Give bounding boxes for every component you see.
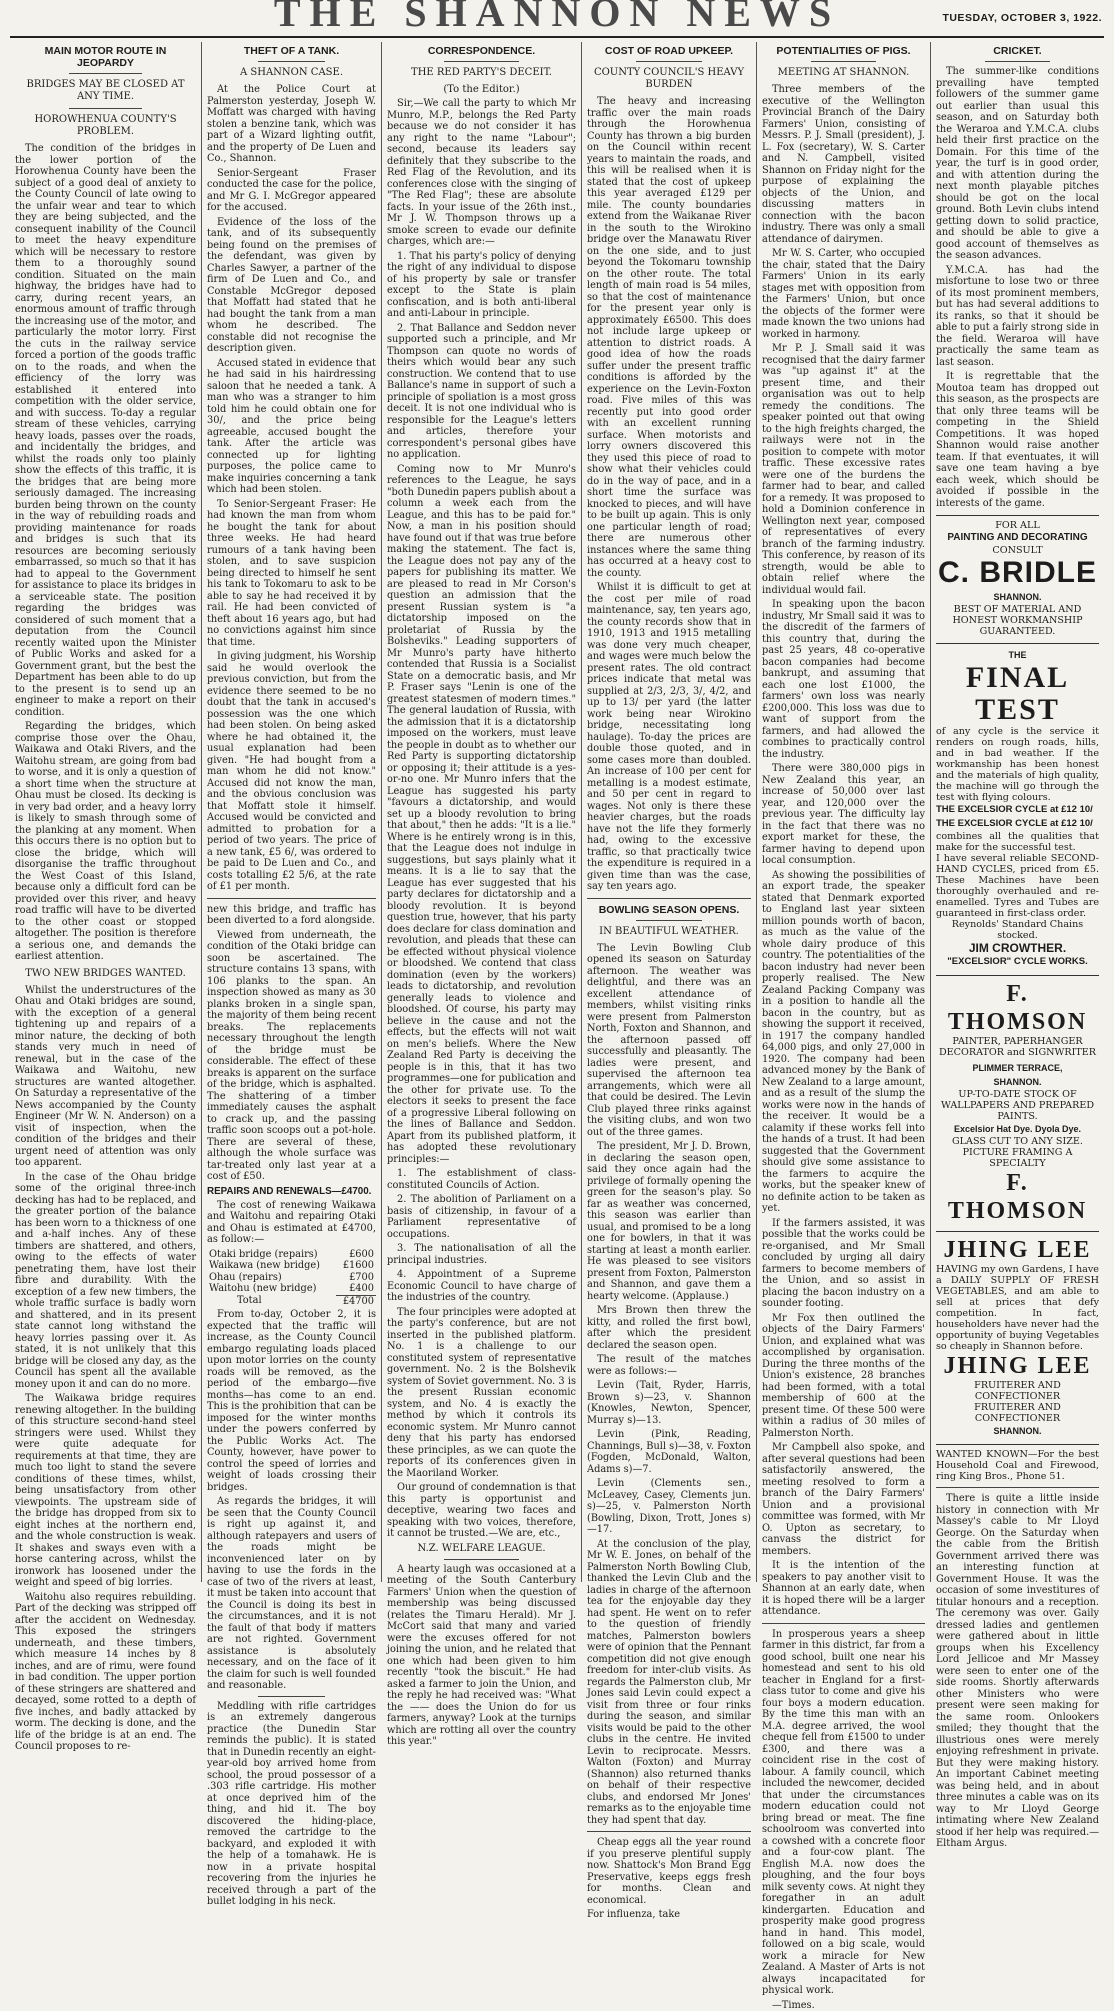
- table-row: [207, 1249, 376, 1261]
- advert-line: FRUITERER AND CONFECTIONER: [936, 1380, 1099, 1402]
- advert-headline: FINAL TEST: [936, 662, 1099, 726]
- paragraph: There were 380,000 pigs in New Zealand this year, an increase of 50,000 over last year, and 120,000 over the previous year. The difficulty lay in the fact that there was no export market for these, the farmer having to depend upon local consumption.: [762, 763, 925, 867]
- article-heading: BOWLING SEASON OPENS.: [587, 904, 751, 916]
- paragraph: Mrs Brown then threw the kitty, and rolled the first bowl, after which the president declared the season open.: [587, 1305, 751, 1351]
- columns: [10, 42, 1104, 1582]
- paragraph: At the conclusion of the play, Mr W. E. Jones, on behalf of the Palmerston North Bowling Club, thanked the Levin Club and the ladies in charge of the afternoon tea for the enjoyable day they had spent. He went on to refer to the question of friendly matches, Palmerston bowlers were of opinion that the Pennant competition did not give enough freedom for inter-club visits. As regards the Palmerston club, Mr Jones said Levin could expect a visit from three or four rinks during the season, and similar visits would be paid to the other clubs in the centre. He invited Levin to reciprocate. Messrs. Walton (Foxton) and Murray (Shannon) also returned thanks on behalf of their respective clubs, and endorsed Mr Jones' remarks as to the enjoyable time they had spent that day.: [587, 1539, 751, 1827]
- advertiser-name: JIM CROWTHER.: [936, 941, 1099, 955]
- paragraph: In speaking upon the bacon industry, Mr Small said it was to the discredit of the farmers of this country that, during the past 25 years, 48 co-operative bacon companies had become bankrupt, and assuming that each one lost £1000, the farmers' own loss was nearly £200,000. This loss was due to want of support from the farmers, and had allowed the combines to practically control the industry.: [762, 599, 925, 760]
- advert-line: THE: [936, 648, 1099, 662]
- paragraph: In the case of the Ohau bridge some of the original three-inch decking has had to be replaced, and the greater portion of the balance has been worn to a thickness of one and a-half inches. Any of these timbers are shattered, and others, owing to the effects of water penetrating them, have lost their fibre and durability. With the exception of a few new timbers, the whole traffic surface is badly worn and shattered, and in its present state cannot long withstand the heavy lorries passing over it. As stated, it is not unlikely that this bridge will be closed any day, as the Council has spent all the available money upon it and can do no more.: [15, 1172, 196, 1391]
- advert-line: GLASS CUT TO ANY SIZE.: [936, 1136, 1099, 1147]
- editor-line: (To the Editor.): [387, 84, 576, 96]
- advert-line: SHANNON.: [936, 1075, 1099, 1089]
- paragraph: Evidence of the loss of the tank, and of its subsequently being found on the premises of the defendant, was given by Charles Sawyer, a partner of the firm of De Luen and Co., and Constable McGregor deposed that Moffatt had stated that he had bought the tank from a man whom he described. The constable did not recognise the description given.: [207, 217, 376, 355]
- column-5: [757, 42, 931, 1582]
- article-subheading: COUNTY COUNCIL'S HEAVY BURDEN: [587, 67, 751, 91]
- table-row: [207, 1260, 376, 1272]
- article-heading: COST OF ROAD UPKEEP.: [587, 45, 751, 57]
- list-item: 2. The abolition of Parliament on a basis of citizenship, in favour of a Parliament representative of occupations.: [387, 1194, 576, 1240]
- paragraph: Meddling with rifle cartridges is an extremely dangerous practice (the Dunedin Star reminds the public). It is stated that in Dunedin recently an eight-year-old boy arrived home from school, the proud possessor of a .303 rifle cartridge. His mother at once deprived him of the thing, and hid it. The boy discovered the hiding-place, removed the cartridge to the backyard, and exploded it with the help of a tomahawk. He is now in a private hospital recovering from the injuries he received through a part of the bullet lodging in his neck.: [207, 1701, 376, 1908]
- article-subheading: A SHANNON CASE.: [207, 67, 376, 79]
- table-cell: £600: [336, 1249, 376, 1261]
- article-heading: THEFT OF A TANK.: [207, 45, 376, 57]
- divider: [985, 61, 1050, 62]
- table-cell: Ohau (repairs): [207, 1272, 336, 1284]
- article-heading: MAIN MOTOR ROUTE IN JEOPARDY: [15, 45, 196, 69]
- advert-line: SHANNON.: [936, 590, 1099, 604]
- paragraph: The Levin Bowling Club opened its season on Saturday afternoon. The weather was delightful, and there was an excellent attendance of members, whilst visiting rinks were present from Palmerston North, Foxton and Shannon, and the afternoon passed off successfully and pleasantly. The ladies were present, and supervised the afternoon tea arrangements, which were all that could be desired. The Levin Club played three rinks against the visiting clubs, and won two out of the three games.: [587, 943, 751, 1139]
- table-cell: £4700: [336, 1295, 376, 1307]
- newspaper-page: [10, 6, 1104, 1588]
- letter-signature: N.Z. WELFARE LEAGUE.: [387, 1543, 576, 1555]
- paragraph: Viewed from underneath, the condition of the Otaki bridge can soon be ascertained. The structure contains 13 spans, with 106 planks to the span. An inspection showed as many as 30 planks broken in a single span, the majority of them being recent breaks. The replacements necessary throughout the length of the bridge must be considerable. The effect of these breaks is apparent on the surface of the bridge, which is asphalted. The shattering of a timber immediately causes the asphalt to crack up, and the passing traffic soon scoops out a pot-hole. There are several of these, although the whole surface was tar-treated only last year at a cost of £50.: [207, 930, 376, 1183]
- advertiser-name: C. BRIDLE: [936, 556, 1099, 590]
- divider: [587, 898, 751, 899]
- paragraph: To Senior-Sergeant Fraser: He had known the man from whom he bought the tank for about three weeks. He had heard rumours of a tank having been stolen, and to save suspicion being directed to himself he sent his tank to Tokomaru to ask to be able to say he had received it by rail. He had been convicted of theft about 16 years ago, but had no convictions against him since that time.: [207, 499, 376, 649]
- advert-bridle: [936, 515, 1099, 637]
- article-subheading: MEETING AT SHANNON.: [762, 67, 925, 79]
- paragraph: The condition of the bridges in the lower portion of the Horowhenua County have been the subject of a good deal of anxiety to the County Council of late owing to the unfair wear and tear to which they are being subjected, and the consequent inability of the Council to meet the heavy expenditure which will be necessary to restore them to a thoroughly sound condition. Situated on the main highway, the bridges have had to carry, during recent years, an enormous amount of traffic through the increasing use of the motor, and particularly the motor lorry. First the cuts in the railway service forced a portion of the goods traffic on to the roads, and when the efficiency of the lorry was established it entered into competition with the older service, and with success. To-day a regular stream of these vehicles, carrying heavy loads, passes over the roads, and incidentally the bridges, and whilst the roads only too plainly show the effects of this traffic, it is the bridges that are being more seriously damaged. The increasing burden being thrown on the county in the way of rebuilding roads and providing maintenance for roads and bridges is such that its resources are becoming seriously embarrassed, so much so that it has had to appeal to the Government for assistance to place its bridges in a serviceable state. The position regarding the bridges was considered of such moment that a deputation from the Council recently waited upon the Minister of Public Works and asked for a Government grant, but the best the Department has been able to do up to the present is to send up an engineer to make a report on their condition.: [15, 143, 196, 718]
- article-subheading: HOROWHENUA COUNTY'S PROBLEM.: [15, 114, 196, 138]
- advertiser-name: F. THOMSON: [936, 1169, 1099, 1225]
- divider: [69, 73, 141, 74]
- advert-line: "EXCELSIOR" CYCLE WORKS.: [936, 955, 1099, 969]
- list-item: 4. Appointment of a Supreme Economic Council to have charge of the industries of the country.: [387, 1269, 576, 1304]
- paragraph: The cost of renewing Waikawa and Waitohu and repairing Otaki and Ohau is estimated at £4700, as follow:—: [207, 1200, 376, 1246]
- column-4: [582, 42, 757, 1582]
- advert-line: PAINTING AND DECORATING: [936, 531, 1099, 545]
- paragraph: Waitohu also requires rebuilding. Part of the decking was stripped off after the accident on Wednesday. This exposed the stringers underneath, and these timbers, which measure 14 inches by 8 inches, and are of rimu, were found in bad condition. The upper portion of these stringers are shattered and decayed, some rotted to a depth of five inches, and badly attacked by worm. The decking is done, and the life of the bridge is at an end. The Council proposes to re-: [15, 1592, 196, 1753]
- divider: [636, 920, 702, 921]
- issue-date: TUESDAY, OCTOBER 3, 1922.: [942, 12, 1102, 24]
- divider: [207, 898, 376, 899]
- advert-line: THE EXCELSIOR CYCLE at £12 10/: [936, 817, 1099, 831]
- section-heading: REPAIRS AND RENEWALS—£4700.: [207, 1186, 376, 1198]
- match-result: Levin (Pink, Reading, Channings, Bull s)—38, v. Foxton (Fogden, McDonald, Walton, Adams s)—7.: [587, 1429, 751, 1475]
- advert-line: UP-TO-DATE STOCK OF WALLPAPERS AND PREPARED PAINTS.: [936, 1089, 1099, 1122]
- advert-final-test: [936, 643, 1099, 969]
- paragraph: new this bridge, and traffic has been diverted to a ford alongside.: [207, 904, 376, 927]
- paragraph: Whilst it is difficult to get at the cost per mile of road maintenance, say, ten years ago, the county records show that in 1910, 1913 and 1915 metalling was done very much cheaper, and wages were much below the present rates. The old contract prices indicate that metal was supplied at 2/3, 2/3, 3/, 4/2, and up to 13/ per yard (the latter work being near Wirokino bridge, necessitating long haulage). To-day the prices are double those quoted, and in some cases more than doubled. An increase of 100 per cent for metalling is a modest estimate, and 50 per cent in regard to wages. Not only is there these heavier charges, but the roads have not the life they formerly had, owing to the excessive traffic, so that practically twice the expenditure is required in a given time than was the case, say ten years ago.: [587, 582, 751, 893]
- paragraph: Sir,—We call the party to which Mr Munro, M.P., belongs the Red Party because we do not consider it has any right to the name "Labour"; second, because its leaders say definitely that they subscribe to the Red Flag of the Revolution, and its conferences close with the singing of "The Red Flag"; these are absolute facts. In your issue of the 26th inst., Mr J. W. Thompson throws up a smoke screen to evade our definite charges, which are:—: [387, 98, 576, 248]
- divider: [258, 61, 326, 62]
- advert-line: Excelsior Hat Dye. Dyola Dye.: [936, 1122, 1099, 1136]
- table-row: [207, 1272, 376, 1284]
- advert-text: combines all the qualities that make for the successful test.: [936, 831, 1099, 853]
- match-result: Levin (Tait, Ryder, Harris, Brown s)—23, v. Shannon (Knowles, Newton, Spencer, Murray s)—13.: [587, 1380, 751, 1426]
- divider: [258, 1696, 326, 1697]
- divider: [69, 108, 141, 109]
- advertiser-name: JHING LEE: [936, 1236, 1099, 1264]
- advert-text: For influenza, take: [587, 1909, 751, 1921]
- column-6: [931, 42, 1104, 1582]
- advertiser-name: JHING LEE: [936, 1352, 1099, 1380]
- table-cell: Waikawa (new bridge): [207, 1260, 336, 1272]
- paragraph: From to-day, October 2, it is expected that the traffic will increase, as the County Council embargo regulating loads placed upon motor lorries on the county roads will be removed, as the period of the embargo—five months—has come to an end. This is the prohibition that can be imposed for the winter months under the powers conferred by the Public Works Act. The County, however, have power to control the speed of lorries and weight of loads crossing their bridges.: [207, 1309, 376, 1493]
- advert-line: FOR ALL: [936, 520, 1099, 531]
- paragraph: Our ground of condemnation is that this party is opportunist and deceptive, wearing two faces and speaking with two voices, therefore, it cannot be trusted.—We are, etc.,: [387, 1482, 576, 1540]
- table-row: [207, 1283, 376, 1295]
- paragraph: As showing the possibilities of an export trade, the speaker stated that Denmark exported to England last year sixteen million pounds worth of bacon, as much as the value of the whole dairy produce of this country. The potentialities of the bacon industry had never been properly realised. The New Zealand Packing Company was in a position to handle all the bacon in the country, but as showing the support it received, in 1917 the company handled 64,000 pigs, and only 27,000 in 1920. The company had been advanced money by the Bank of New Zealand to a large amount, and as a result of the slump the works were now in the hands of the receiver. It would be a calamity if these works fell into the hands of a trust. It had been suggested that the Government should give some assistance to the farmers to acquire the works, but the speaker knew of no definite action to be taken as yet.: [762, 870, 925, 1215]
- paragraph: 1. That his party's policy of denying the right of any individual to dispose of his property by sale or transfer except to the State is plain confiscation, and is both anti-liberal and anti-Labour in principle.: [387, 251, 576, 320]
- advert-text: HAVING my own Gardens, I have a DAILY SUPPLY OF FRESH VEGETABLES, and am able to sell at prices that defy competition. In fact, householders have never had the opportunity of buying Vegetables so cheaply in Shannon before.: [936, 1264, 1099, 1352]
- advert-jhing-lee: [936, 1231, 1099, 1438]
- paragraph: A hearty laugh was occasioned at a meeting of the South Canterbury Farmers' Union when the question of membership was being discussed (relates the Timaru Herald). Mr J. McCort said that many and varied were the excuses offered for not joining the union, and he related that one which had been given to him recently "took the biscuit." He had asked a farmer to join the Union, and the reply he had received was: "What the —— does the Union do for us farmers, anyway? Look at the turnips which are rotting all over the country this year.": [387, 1564, 576, 1748]
- divider: [444, 1559, 520, 1560]
- advert-line: CONSULT: [936, 545, 1099, 556]
- article-subheading: BRIDGES MAY BE CLOSED AT ANY TIME.: [15, 79, 196, 103]
- advert-text: WANTED KNOWN—For the best Household Coal and Firewood, ring King Bros., Phone 51.: [936, 1449, 1099, 1482]
- table-cell: £700: [336, 1272, 376, 1284]
- advert-line: PLIMMER TERRACE,: [936, 1061, 1099, 1075]
- paragraph: Mr Fox then outlined the objects of the Dairy Farmers' Union, and explained what was accomplished by organisation. During the three months of the Union's existence, 28 branches had been formed, with a total membership of 600 at the present time. Of these 500 were within a radius of 30 miles of Palmerston North.: [762, 1313, 925, 1440]
- paragraph: In giving judgment, his Worship said he would overlook the previous conviction, but from the evidence there seemed to be no doubt that the tank in accused's possession was the one which had been stolen. On being asked where he had obtained it, the usual explanation had been given. "He had bought from a man whom he did not know." Accused did not know the man, and the obvious conclusion was that Moffatt stole it himself. Accused would be convicted and admitted to probation for a period of two years. The price of a new tank, £5 6/, was ordered to be paid to De Luen and Co., and costs totalling £2 5/6, at the rate of £1 per month.: [207, 651, 376, 893]
- advert-line: DECORATOR and SIGNWRITER: [936, 1047, 1099, 1058]
- masthead: [10, 6, 1104, 38]
- paragraph: It is the intention of the speakers to pay another visit to Shannon at an early date, when it is hoped there will be a larger attendance.: [762, 1560, 925, 1618]
- paragraph: At the Police Court at Palmerston yesterday, Joseph W. Moffatt was charged with having stolen a benzine tank, which was part of a Wizard lighting outfit, and the property of De Luen and Co., Shannon.: [207, 84, 376, 165]
- paragraph: The president, Mr J. D. Brown, in declaring the season open, said they once again had the privilege of formally opening the green for the season's play. So far as weather was concerned, this season was earlier than usual, and promised to be a long one for bowlers, in that it was starting at least a month earlier. He was pleased to see visitors present from Foxton, Palmerston and Shannon, and gave them a hearty welcome. (Applause.): [587, 1141, 751, 1302]
- advert-text: I have several reliable SECOND-HAND CYCLES, priced from £5. These Machines have been thoroughly overhauled and re-enamelled. Tyres and Tubes are guaranteed in first-class order.: [936, 853, 1099, 919]
- list-item: 1. The establishment of class-constituted Councils of Action.: [387, 1168, 576, 1191]
- paragraph: The four principles were adopted at the party's conference, but are not inserted in the published platform. No. 1 is a challenge to our constituted system of representative government. No. 2 is the Bolshevik system of Soviet government. No. 3 is the present Russian economic system, and No. 4 is exactly the method by which it controls its economic system. Mr Munro cannot deny that his party has endorsed these principles, as we can quote the reports of its conferences given in the Maoriland Worker.: [387, 1307, 576, 1480]
- paragraph: Whilst the understructures of the Ohau and Otaki bridges are sound, with the exception of a general tightening up and repairs of a minor nature, the decking of both stands very much in need of renewal, but in the case of the Waikawa and Waitohu, new structures are wanted altogether. On Saturday a representative of the News accompanied by the County Engineer (Mr W. N. Anderson) on a visit of inspection, when the condition of the bridges and their urgent need of attention was only too apparent.: [15, 985, 196, 1169]
- article-subheading: THE RED PARTY'S DECEIT.: [387, 67, 576, 79]
- paragraph: The result of the matches were as follows:—: [587, 1354, 751, 1377]
- paragraph: 2. That Ballance and Seddon never supported such a principle, and Mr Thompson can quote no words of theirs which would bear any such construction. We contend that to use Ballance's name in support of such a principle of spoliation is a most gross deceit. It is not one individual who is responsible for the League's letters and articles, therefore your correspondent's personal gibes have no application.: [387, 323, 576, 461]
- newspaper-title: THE SHANNON NEWS: [10, 0, 1104, 33]
- advert-wanted-known: [936, 1444, 1099, 1482]
- advert-text: of any cycle is the service it renders on rough roads, hills, and in bad weather. If the workmanship has been honest and the materials of high quality, the machine will go through the test with flying colours.: [936, 726, 1099, 803]
- table-cell: Waitohu (new bridge): [207, 1283, 336, 1295]
- table-cell: £1600: [336, 1260, 376, 1272]
- table-cell: £400: [336, 1283, 376, 1295]
- paragraph: The summer-like conditions prevailing have tempted followers of the summer game out earlier than usual this season, and on Saturday both the Weraroa and Y.M.C.A. clubs held their first practice on the Domain. For this time of the year, the turf is in good order, and with attention during the next month playable pitches should be got on the local ground. Both Levin clubs intend getting down to solid practice, and should be able to give a good account of themselves as the season advances.: [936, 66, 1099, 262]
- article-heading: CRICKET.: [936, 45, 1099, 57]
- paragraph: Mr P. J. Small said it was recognised that the dairy farmer was "up against it" at the present time, and their organisation was out to help remedy the conditions. The speaker pointed out that owing to the high freights charged, the railways were not in the position to compete with motor traffic. These excessive rates were one of the burdens the farmer had to bear, and called for a remedy. It was proposed to hold a Dominion conference in Wellington next year, composed of representatives of every branch of the farming industry. This conference, by reason of its strength, would be able to obtain relief where the individual would fail.: [762, 343, 925, 596]
- paragraph: Coming now to Mr Munro's references to the League, he says "both Dunedin papers publish about a column a week each from the League, and this has to be paid for." Now, a man in his position should have found out if that was true before making the statement. The fact is, the League does not pay any of the papers for publishing its matter. We are pleased to read in Mr Corson's question an admission that the present Russian system is "a dictatorship imposed on the proletariat of Russia by the Bolsheviks." Leading supporters of Mr Munro's party have hitherto contended that Russia is a Socialist State on a democratic basis, and Mr P. Fraser says "Lenin is one of the greatest statesmen of modern times." The general laudation of Russia, with the admission that it is a dictatorship imposed on the workers, must leave the people in doubt as to whether our Red Party is supporting dictatorship or opposing it; their attitude is a yes-or-no one. Mr Munro infers that the League has suggested his party "favours a dictatorship, and would set up a bloody revolution to bring that about," then he adds: "It is a lie." Where is he entirely wrong is in this, that the League does not indulge in suggestions, but says plainly what it means. It is a lie to say that the League has ever suggested that his party declares for dictatorship and a bloody revolution. It is beyond question true, however, that his party does declare for class domination and revolution, and pleads that these can be effected without physical violence or bloodshed. We contend that class domination (even by the workers) leads to dictatorship, and revolution generally leads to violence and bloodshed. Of course, his party may believe in the cause and not the effects, but the effects will not wait on men's beliefs. Where the New Zealand Red Party is deceiving the people is in this, that it has two programmes—one for publication and the other for private use. To the electors it seeks to present the face of a progressive Liberal following on the lines of Ballance and Seddon. Apart from its published platform, it has adopted these revolutionary principles:—: [387, 464, 576, 1166]
- article-heading: POTENTIALITIES OF PIGS.: [762, 45, 925, 57]
- advert-line: SHANNON.: [936, 1424, 1099, 1438]
- section-heading: TWO NEW BRIDGES WANTED.: [15, 968, 196, 980]
- divider: [444, 61, 520, 62]
- paragraph: It is regrettable that the Moutoa team has dropped out this season, as the prospects are that only three teams will be competing in the Shield Competitions. It was hoped Shannon would raise another team. If that eventuates, it will save one team having a bye each week, which should be avoided if possible in the interests of the game.: [936, 371, 1099, 509]
- paragraph: The Waikawa bridge requires renewing altogether. In the building of this structure second-hand steel stringers were used. Whilst they were quite adequate for requirements at that time, they are much too light to stand the severe conditions of these times, whilst, being unsatisfactory from other viewpoints. The upstream side of the bridge has dropped from six to eight inches at the northern end, and the whole construction is weak. It shakes and sways even with a horse cantering across, whilst the ironwork has loosened under the weight and speed of big lorries.: [15, 1393, 196, 1589]
- paragraph: In prosperous years a sheep farmer in this district, far from a good school, built one near his homestead and sent to his old teacher in England for a first-class tutor to come and give his four boys a modern education. By the time this man with an M.A. degree arrived, the wool cheque fell from £1500 to under £300, and there was a coincident rise in the cost of labour. A family council, which included the newcomer, decided that under the circumstances modern education could not bring bread or meat. The fine schoolroom was converted into a cowshed with a concrete floor and a four-cow plant. The English M.A. now does the ploughing, and the four boys milk seventy cows. At night they foregather in an adult kindergarten. Education and prosperity make good progress hand in hand. This model, followed on a big scale, would work a miracle for New Zealand. A Master of Arts is not always incapacitated for physical work.: [762, 1629, 925, 1997]
- match-result: Levin (Clements sen., McLeavey, Casey, Clements jun. s)—25, v. Palmerston North (Bowling, Dixon, Trott, Jones s)—17.: [587, 1478, 751, 1536]
- advert-line: PAINTER, PAPERHANGER: [936, 1036, 1099, 1047]
- advert-text: Reynolds' Standard Chains stocked.: [936, 919, 1099, 941]
- advert-text: Cheap eggs all the year round if you preserve plentiful supply now. Shattock's Mon Brand Egg Preservative, keeps eggs fresh for months. Clean and economical.: [587, 1837, 751, 1906]
- article-subheading: IN BEAUTIFUL WEATHER.: [587, 926, 751, 938]
- advertiser-name: F. THOMSON: [936, 980, 1099, 1036]
- article-heading: CORRESPONDENCE.: [387, 45, 576, 57]
- cost-table: [207, 1249, 376, 1308]
- table-cell: Total: [207, 1295, 336, 1307]
- divider: [587, 1831, 751, 1832]
- table-cell: Otaki bridge (repairs): [207, 1249, 336, 1261]
- advert-line: PICTURE FRAMING A SPECIALTY: [936, 1147, 1099, 1169]
- paragraph: Senior-Sergeant Fraser conducted the case for the police, and Mr G. I. McGregor appeared for the accused.: [207, 168, 376, 214]
- paragraph: Mr Campbell also spoke, and after several questions had been satisfactorily answered, the meeting resolved to form a branch of the Dairy Farmers' Union and a provisional committee was formed, with Mr O. Upton as secretary, to canvass the district for members.: [762, 1442, 925, 1557]
- column-1: [10, 42, 202, 1582]
- advert-line: BEST OF MATERIAL AND HONEST WORKMANSHIP GUARANTEED.: [936, 604, 1099, 637]
- list-item: 3. The nationalisation of all the principal industries.: [387, 1243, 576, 1266]
- paragraph: Mr W. S. Carter, who occupied the chair, stated that the Dairy Farmers' Union in its early stages met with opposition from the Farmers' Union, but once the objects of the former were made known the two unions had worked in harmony.: [762, 248, 925, 340]
- advert-line: FRUITERER AND CONFECTIONER: [936, 1402, 1099, 1424]
- divider: [762, 1623, 925, 1624]
- column-2: [202, 42, 382, 1582]
- table-total-row: [207, 1295, 376, 1307]
- paragraph: The heavy and increasing traffic over the main roads through the Horowhenua County has thrown a big burden on the Council within recent years to maintain the roads, and this will be realised when it is stated that the cost of upkeep this year averaged £129 per mile. The county boundaries extend from the Waikanae River in the south to the Wirokino bridge over the Manawatu River on the one side, and to just beyond the Tokomaru township on the other route. The total length of main road is 54 miles, so that the cost of maintenance for the present year only is approximately £6500. This does not include large upkeep or attention to district roads. A good idea of how the roads suffer under the present traffic conditions is afforded by the experience on the Levin-Foxton road. Five miles of this was recently put into good order with an excellent running surface. When motorists and lorry owners discovered this they used this piece of road to show what their vehicles could do in the way of pace, and in a short time the surface was knocked to pieces, and will have to be built up again. This is only one particular length of road; there are numerous other instances where the same thing has occurred at a heavy cost to the county.: [587, 96, 751, 579]
- column-3: [382, 42, 582, 1582]
- advert-thomson: [936, 975, 1099, 1225]
- paragraph: Y.M.C.A. has had the misfortune to lose two or three of its most prominent members, but has had several additions to its ranks, so that it should be able to put a fairly strong side in the field. Weraroa will have practically the same team as last season.: [936, 265, 1099, 369]
- divider: [636, 61, 702, 62]
- paragraph: As regards the bridges, it will be seen that the County Council is right up against it, and although ratepayers and users of the roads might be inconvenienced later on by having to use the fords in the case of two of the rivers at least, it must be taken into account that the Council is doing its best in the circumstances, and it is not the fault of that body if matters are not righted. Government assistance is absolutely necessary, and on the face of it the claim for such is well founded and reasonable.: [207, 1496, 376, 1692]
- paragraph: Accused stated in evidence that he had said in his hairdressing saloon that he needed a tank. A man who was a stranger to him told him he could obtain one for 30/, and the price being agreeable, accused bought the tank. After the article was connected up for lighting purposes, the police came to make inquiries concerning a tank which had been stolen.: [207, 358, 376, 496]
- divider: [936, 1487, 1099, 1488]
- paragraph: Three members of the executive of the Wellington Provincial Branch of the Dairy Farmers' Union, consisting of Messrs. P. J. Small (president), J. L. Fox (secretary), W. S. Carter and N. Campbell, visited Shannon on Friday night for the purpose of explaining the objects of the Union, and discussing matters in connection with the bacon industry. There was only a small attendance of dairymen.: [762, 84, 925, 245]
- paragraph: There is quite a little inside history in connection with Mr Massey's cable to Mr Lloyd George. On the Saturday when the cable from the British Government arrived there was an interesting function at Government House. It was the occasion of some investitures of titular honours and a reception. The ceremony was over. Gaily dressed ladies and gentlemen were gathered about in little groups when his Excellency Lord Jellicoe and Mr Massey were seen to enter one of the side rooms. Shortly afterwards other Ministers who were present were seen making for the same room. Onlookers smiled; they thought that the illustrious ones were merely enjoying refreshment in private. But they were making history. An important Cabinet meeting was being held, and in about three minutes a cable was on its way to Mr Lloyd George intimating where New Zealand stood if her help was required.—Eltham Argus.: [936, 1493, 1099, 1850]
- paragraph: Regarding the bridges, which comprise those over the Ohau, Waikawa and Otaki Rivers, and the Waitohu stream, are going from bad to worse, and it is only a question of a short time when the structure at Ohau must be closed. Its decking is in very bad order, and a heavy lorry is likely to smash through some of the planking at any moment. When this occurs there is no option but to close the bridge, which will disorganise the traffic throughout the West Coast of this Island, because only a difficult ford can be provided over this river, and heavy road traffic will have to be diverted to the other coast or stopped altogether. The position is therefore a serious one, and demands the earliest attention.: [15, 721, 196, 963]
- paragraph: If the farmers assisted, it was possible that the works could be re-organised, and Mr Small concluded by urging all dairy farmers to become members of the Union, and so assist in placing the bacon industry on a sounder footing.: [762, 1218, 925, 1310]
- divider: [811, 61, 876, 62]
- advert-line: THE EXCELSIOR CYCLE at £12 10/: [936, 803, 1099, 817]
- source-credit: —Times.: [762, 2000, 925, 2011]
